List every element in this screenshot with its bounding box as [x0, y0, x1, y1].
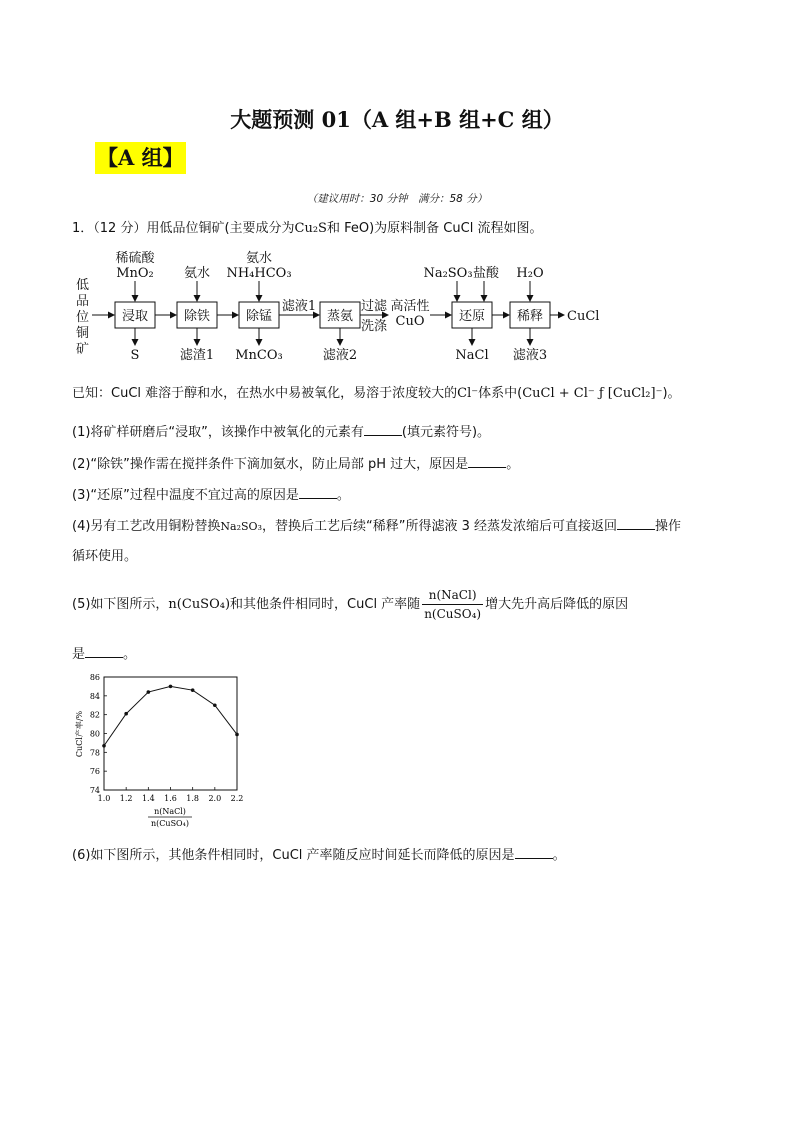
q5-text: (5)如下图所示，	[72, 597, 169, 612]
question-1-intro	[72, 220, 542, 238]
input-mno2: MnO₂	[116, 266, 154, 281]
data-point	[147, 690, 151, 694]
q1-text: (1)将矿样研磨后“浸取”，该操作中被氧化的元素有	[72, 425, 364, 440]
input-ammonia-water-2: 氨水	[245, 251, 273, 266]
ore-char-5: 矿	[76, 342, 90, 357]
ore-char-2: 品	[76, 294, 90, 309]
data-point	[191, 688, 195, 692]
q6-text: (6)如下图所示，其他条件相同时，CuCl 产率随反应时间延长而降低的原因是	[72, 848, 515, 863]
question-1-part-4-cont: 循环使用。	[72, 549, 138, 564]
q5-text-d: 是	[72, 647, 86, 662]
output-nacl: NaCl	[455, 348, 489, 363]
input-water: H₂O	[516, 266, 544, 281]
formula-n-cuso4: n(CuSO₄)	[168, 597, 231, 612]
q5-tail: 。	[123, 647, 137, 662]
input-hcl: 盐酸	[472, 266, 500, 281]
question-1-part-2	[72, 455, 519, 474]
input-nh4hco3: NH₄HCO₃	[226, 266, 292, 281]
output-filtrate3: 滤液3	[512, 348, 548, 363]
input-ammonia-water: 氨水	[183, 266, 211, 281]
label-wash: 洗涤	[360, 319, 388, 334]
page-title: 大题预测 01（A 组+B 组+C 组）	[230, 107, 564, 132]
q4-text: (4)另有工艺改用铜粉替换	[72, 519, 221, 534]
q4-text-b: ，替换后工艺后续“稀释”所得滤液 3 经蒸发浓缩后可直接返回	[261, 519, 617, 534]
y-tick-label: 78	[89, 748, 100, 758]
known-text-a: 已知：CuCl 难溶于醇和水，在热水中易被氧化，易溶于浓度较大的	[72, 386, 458, 401]
yield-vs-ratio-chart	[72, 668, 252, 833]
ore-char-3: 位	[76, 310, 90, 325]
y-tick-label: 84	[89, 691, 100, 701]
x-tick-label: 2.0	[208, 794, 222, 803]
ore-char-4: 铜	[76, 326, 90, 341]
answer-blank-2[interactable]	[468, 455, 506, 468]
x-axis-label-den: n(CuSO₄)	[151, 819, 189, 828]
answer-blank-3[interactable]	[299, 486, 337, 499]
x-tick-label: 1.8	[186, 794, 200, 803]
y-tick-label: 76	[89, 767, 100, 777]
x-tick-label: 1.6	[164, 794, 177, 803]
q2-text: (2)“除铁”操作需在搅拌条件下滴加氨水，防止局部 pH 过大，原因是	[72, 457, 469, 472]
step-iron: 除铁	[183, 309, 211, 324]
question-1-part-5-cont	[72, 645, 136, 664]
answer-blank-1[interactable]	[364, 423, 402, 436]
data-point	[102, 744, 106, 748]
answer-blank-5[interactable]	[85, 645, 123, 658]
data-point	[213, 703, 217, 707]
x-tick-label: 1.4	[141, 794, 155, 803]
question-1-part-3	[72, 486, 350, 505]
time-score-note: （建议用时：30 分钟 满分：58 分）	[306, 193, 488, 205]
answer-blank-4[interactable]	[617, 517, 655, 530]
known-info	[72, 385, 681, 403]
label-filtrate1: 滤液1	[281, 299, 317, 314]
q5-text-b: 和其他条件相同时，CuCl 产率随	[230, 597, 421, 612]
process-flow-diagram	[70, 245, 610, 375]
chart-frame	[104, 677, 237, 790]
output-mnco3: MnCO₃	[235, 348, 283, 363]
fraction-numerator: n(NaCl)	[422, 586, 483, 605]
output-s: S	[130, 348, 140, 363]
q1-tail: (填元素符号)。	[401, 425, 491, 440]
intro-text-b: 和 FeO)为原料制备 CuCl 流程如图。	[326, 221, 543, 236]
step-dilute: 稀释	[516, 309, 544, 324]
q3-tail: 。	[336, 488, 350, 503]
y-tick-label: 86	[89, 673, 100, 682]
step-ammonia: 蒸氨	[326, 309, 354, 324]
question-1-part-1	[72, 423, 490, 442]
output-residue1: 滤渣1	[179, 348, 215, 363]
data-point	[124, 712, 128, 716]
x-tick-label: 1.2	[119, 794, 133, 803]
q3-text: (3)“还原”过程中温度不宜过高的原因是	[72, 488, 299, 503]
output-filtrate2: 滤液2	[322, 348, 358, 363]
input-acid: 稀硫酸	[115, 251, 155, 266]
x-axis-label-num: n(NaCl)	[154, 807, 186, 816]
formula-na2so3: Na₂SO₃	[220, 520, 262, 533]
intro-text-a: 1．（12 分）用低品位铜矿(主要成分为	[72, 221, 295, 236]
label-cuo: CuO	[395, 314, 425, 329]
y-tick-label: 74	[89, 786, 100, 795]
product-cucl: CuCl	[567, 309, 600, 324]
q2-tail: 。	[506, 457, 520, 472]
label-active: 高活性	[390, 299, 430, 314]
q4-text-c: 操作	[655, 519, 682, 534]
step-reduce: 还原	[458, 309, 486, 324]
y-axis-label: CuCl产率/%	[75, 710, 84, 758]
data-point	[169, 685, 173, 689]
formula-cl-ion: Cl⁻	[457, 386, 479, 401]
step-mn: 除锰	[245, 309, 273, 324]
answer-blank-6[interactable]	[515, 846, 553, 859]
step-leach: 浸取	[121, 309, 149, 324]
fraction-denominator: n(CuSO₄)	[424, 607, 482, 621]
formula-cu2s: Cu₂S	[294, 221, 327, 236]
question-1-part-5	[72, 586, 628, 623]
question-1-part-6	[72, 846, 566, 865]
q5-text-c: 增大先升高后降低的原因	[485, 597, 629, 612]
input-na2so3: Na₂SO₃	[423, 266, 473, 281]
label-filter: 过滤	[360, 299, 388, 314]
q6-tail: 。	[552, 848, 566, 863]
known-text-b: 体系中(	[478, 386, 523, 401]
ratio-fraction	[422, 586, 483, 623]
data-point	[235, 733, 239, 737]
equilibrium-equation: CuCl + Cl⁻ ƒ [CuCl₂]⁻	[522, 386, 663, 401]
x-tick-label: 2.2	[230, 794, 244, 803]
series-line	[104, 686, 237, 745]
question-1-part-4	[72, 517, 681, 536]
ore-char-1: 低	[76, 278, 90, 293]
y-tick-label: 82	[89, 710, 100, 720]
x-tick-label: 1.0	[97, 794, 111, 803]
y-tick-label: 80	[89, 729, 100, 739]
group-tag: 【A 组】	[95, 142, 186, 174]
known-text-c: )。	[662, 386, 681, 401]
